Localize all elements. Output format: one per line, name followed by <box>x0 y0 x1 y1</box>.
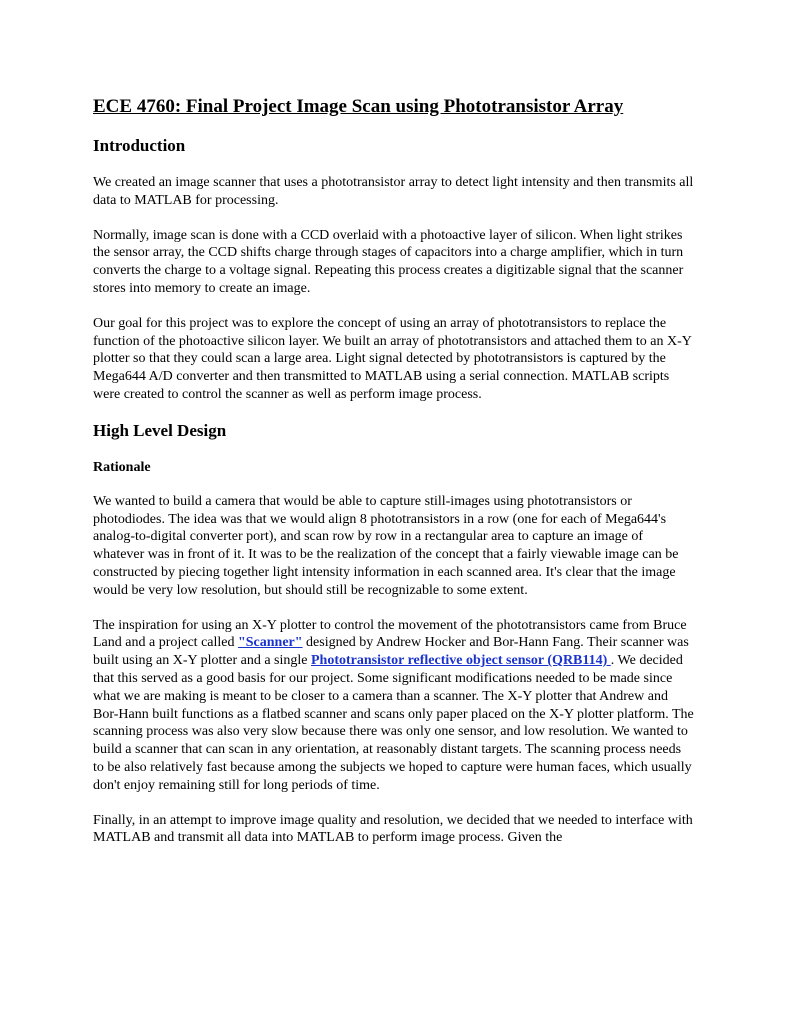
rationale-p2-text-b: designed by Andrew Hocker and Bor-Hann Fang. Their scanner was built using an X-Y plotter and a single <box>93 635 689 669</box>
document-title: ECE 4760: Final Project Image Scan using Phototransistor Array <box>93 96 624 117</box>
intro-paragraph-2: Normally, image scan is done with a CCD overlaid with a photoactive layer of silicon. When light strikes the sensor array, the CCD shifts charge through stages of capacitors into a charge amplifier, which in turn converts the charge to a voltage signal. Repeating this process creates a digitizable signal that the scanner stores into memory to create an image. <box>93 227 684 296</box>
heading-introduction: Introduction <box>93 136 186 155</box>
rationale-p2-text-a: The inspiration for using an X-Y plotter to control the movement of the phototransistors came from Bruce Land and a project called <box>93 617 687 651</box>
qrb114-sensor-link[interactable]: Phototransistor reflective object sensor (QRB114) <box>311 653 611 669</box>
rationale-paragraph-3: Finally, in an attempt to improve image quality and resolution, we decided that we needed to interface with MATLAB and transmit all data into MATLAB to perform image process. Given the <box>93 812 693 846</box>
rationale-p2-text-c: . We decided that this served as a good basis for our project. Some significant modifications needed to be made since what we are making is meant to be closer to a camera than a scanner. The X-Y plotter that Andrew and Bor-Hann built functions as a flatbed scanner and scans only paper placed on the X-Y plotter platform. The scanning process was also very slow because there was only one sensor, and low resolution. We wanted to build a scanner that can scan in any orientation, at reasonably distant targets. The scanning process needs to be also relatively fast because among the subjects we hoped to capture were human faces, which usually don't enjoy remaining still for long periods of time. <box>93 653 694 793</box>
document-page <box>93 96 695 864</box>
intro-paragraph-3: Our goal for this project was to explore the concept of using an array of phototransistors to replace the function of the photoactive silicon layer. We built an array of phototransistors and attached them to an X-Y plotter so that they could scan a large area. Light signal detected by phototransistors is captured by the Mega644 A/D converter and then transmitted to MATLAB using a serial connection. MATLAB scripts were created to control the scanner as well as perform image process. <box>93 315 692 402</box>
rationale-paragraph-2 <box>93 617 695 795</box>
scanner-project-link[interactable]: "Scanner" <box>237 635 303 651</box>
heading-rationale: Rationale <box>93 459 151 475</box>
intro-paragraph-1: We created an image scanner that uses a phototransistor array to detect light intensity and then transmits all data to MATLAB for processing. <box>93 175 694 208</box>
heading-high-level-design: High Level Design <box>93 420 227 440</box>
rationale-paragraph-1: We wanted to build a camera that would be able to capture still-images using phototransistors or photodiodes. The idea was that we would align 8 phototransistors in a row (one for each of Mega644's analog-to-digital converter port), and scan row by row in a rectangular area to capture an image of whatever was in front of it. It was to be the realization of the concept that a fairly viewable image can be constructed by piecing together light intensity information in each scanned area. It's clear that the image would be very low resolution, but should still be recognizable to some extent. <box>93 493 679 598</box>
